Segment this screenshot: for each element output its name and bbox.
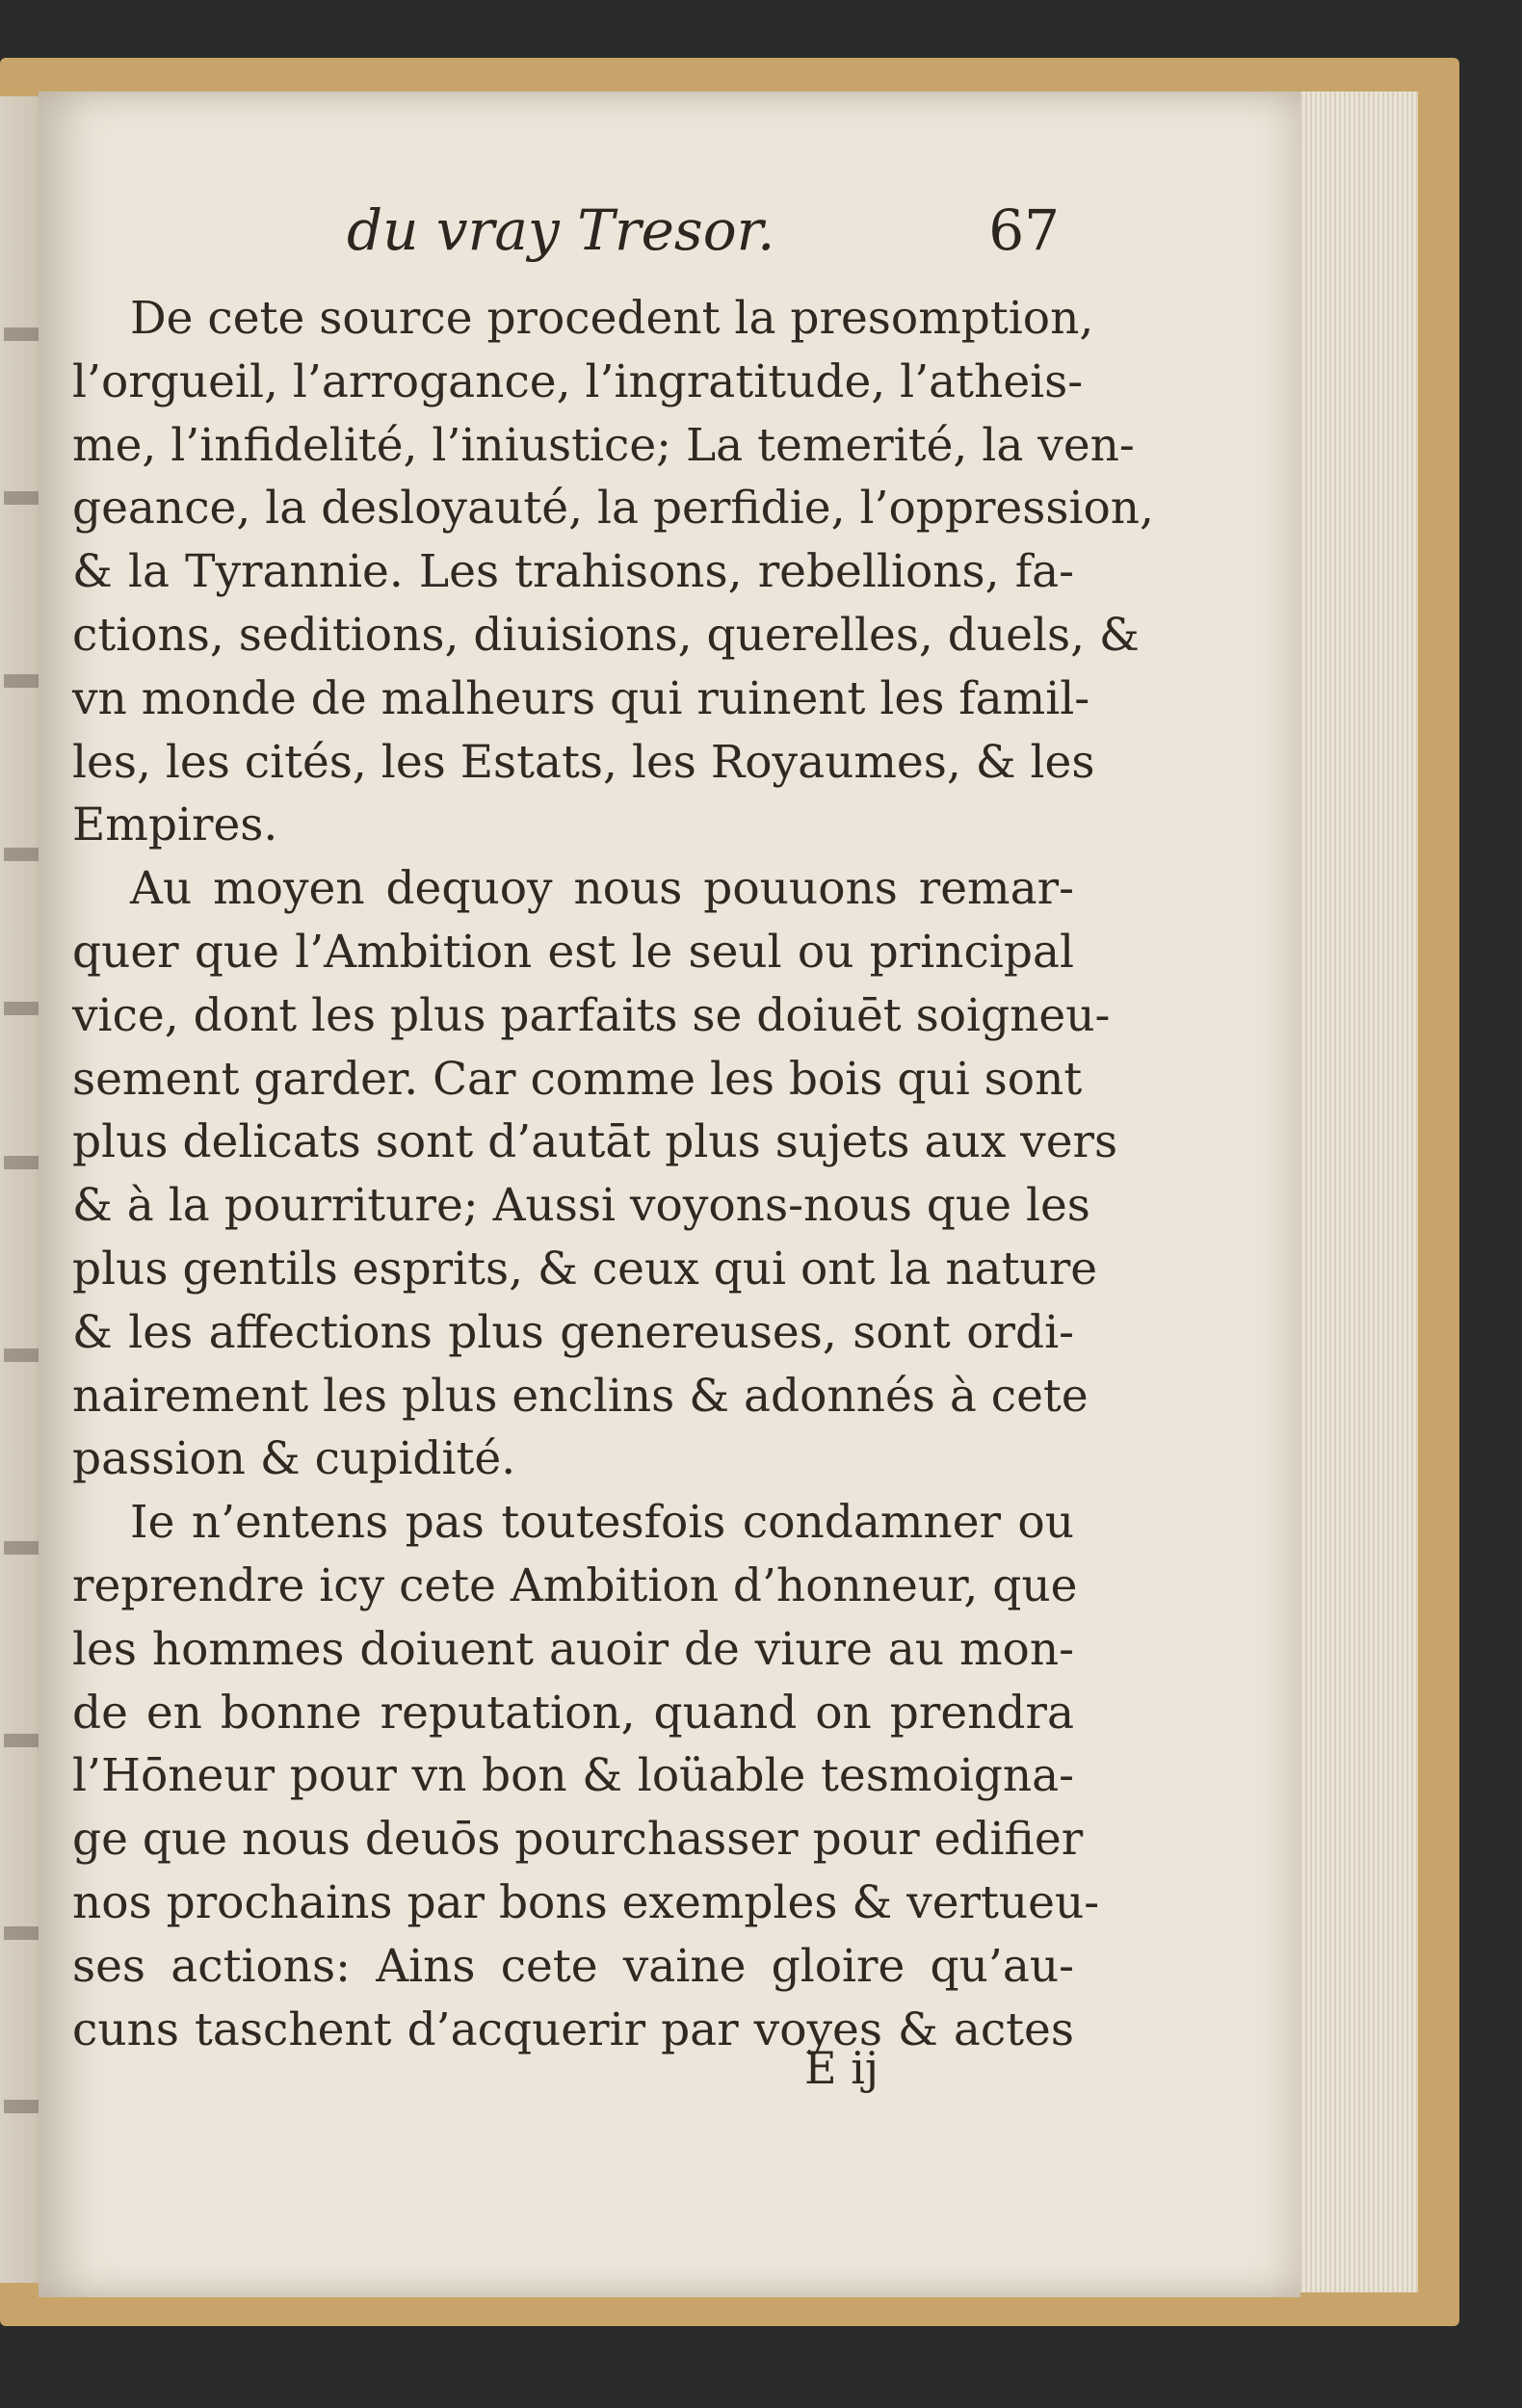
text-line: sement garder. Car comme les bois qui sont (72, 1052, 1083, 1106)
text-line: passion & cupidité. (72, 1432, 516, 1486)
text-line: plus delicats sont d’autāt plus sujets aux vers (72, 1115, 1118, 1169)
signature-mark: E ij (804, 2042, 879, 2094)
text-line: quer que l’Ambition est le seul ou principal (72, 925, 1074, 979)
text-line: l’Hōneur pour vn bon & loüable tesmoigna- (72, 1749, 1074, 1803)
text-line: nos prochains par bons exemples & vertueu- (72, 1875, 1100, 1929)
text-line: plus gentils esprits, & ceux qui ont la nature (72, 1242, 1098, 1296)
text-line: cuns taschent d’acquerir par voyes & actes (72, 2002, 1074, 2056)
page-edges (1291, 92, 1418, 2292)
text-line: geance, la desloyauté, la perfidie, l’oppression, (72, 482, 1154, 536)
text-line: reprendre icy cete Ambition d’honneur, que (72, 1558, 1078, 1612)
text-line: les hommes doiuent auoir de viure au mon- (72, 1622, 1074, 1676)
text-line: vn monde de malheurs qui ruinent les famil- (72, 671, 1090, 725)
text-line: me, l’infidelité, l’iniustice; La temerité, la ven- (72, 418, 1135, 472)
page-header (347, 197, 1060, 284)
text-line: nairement les plus enclins & adonnés à cete (72, 1369, 1089, 1423)
text-line: l’orgueil, l’arrogance, l’ingratitude, l’atheis- (72, 354, 1084, 408)
running-title: du vray Tresor. (347, 197, 775, 263)
text-line: & les affections plus genereuses, sont ordi- (72, 1305, 1074, 1359)
text-line: & la Tyrannie. Les trahisons, rebellions, fa- (72, 545, 1074, 599)
text-line: De cete source procedent la presomption, (130, 292, 1094, 345)
page-number: 67 (988, 197, 1060, 263)
text-line: Empires. (72, 798, 278, 852)
text-line: & à la pourriture; Aussi voyons-nous que les (72, 1179, 1090, 1233)
text-line: ctions, seditions, diuisions, querelles, duels, & (72, 608, 1140, 662)
text-line: vice, dont les plus parfaits se doiuēt soigneu- (72, 988, 1111, 1042)
text-line: ge que nous deuōs pourchasser pour edifier (72, 1813, 1084, 1867)
text-line: les, les cités, les Estats, les Royaumes, & les (72, 735, 1095, 789)
text-line: de en bonne reputation, quand on prendra (72, 1686, 1074, 1740)
text-line: Au moyen dequoy nous pouuons remar- (130, 862, 1074, 916)
text-line: ses actions: Ains cete vaine gloire qu’au- (72, 1939, 1074, 1993)
text-line: Ie n’entens pas toutesfois condamner ou (130, 1496, 1074, 1550)
body-text (72, 287, 1154, 2061)
